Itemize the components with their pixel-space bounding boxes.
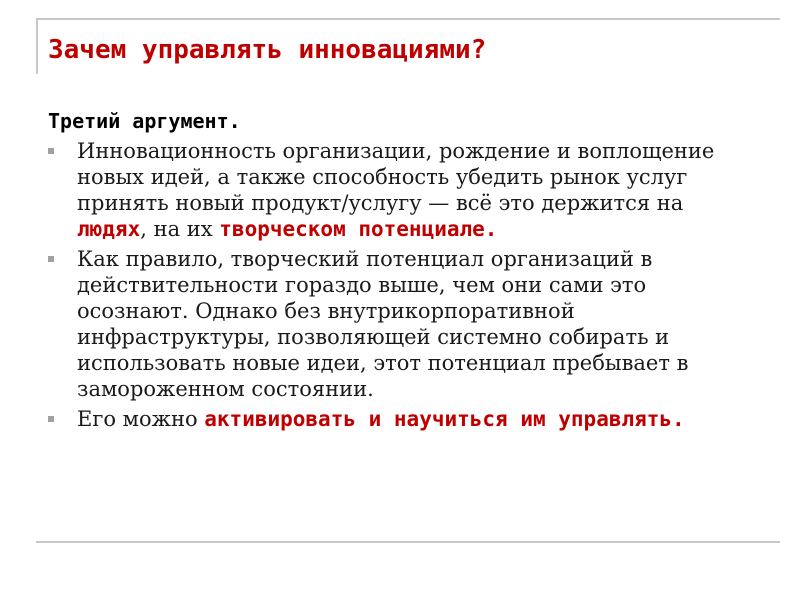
- square-bullet-icon: [48, 416, 54, 422]
- bullet-3-emphasis: активировать и научиться им управлять.: [204, 407, 685, 431]
- bottom-rule: [36, 541, 780, 543]
- top-rule: [36, 18, 780, 20]
- square-bullet-icon: [48, 256, 54, 262]
- bullet-2-text: Как правило, творческий потенциал организаций в действительности гораздо выше, чем они сами это осознают. Однако без внутрикорпоративной инфраструктуры, позволяющей системно собирать и использовать новые идеи, этот потенциал пребывает в замороженном состоянии.: [77, 247, 689, 401]
- bullet-1-text: Инновационность организации, рождение и воплощение новых идей, а также способность убедить рынок услуг принять новый продукт/услугу — всё это держится на: [77, 139, 715, 215]
- bullet-item-2: [48, 246, 748, 402]
- bullet-1-text-cont: , на их: [140, 217, 220, 241]
- slide-title: Зачем управлять инновациями?: [48, 35, 487, 65]
- left-rule: [36, 18, 38, 74]
- subheading: Третий аргумент.: [48, 109, 241, 133]
- bullet-1-emphasis-potential: творческом потенциале.: [219, 217, 498, 241]
- slide-body: [48, 108, 748, 436]
- bullet-list: [48, 138, 748, 432]
- bullet-3-text: Его можно: [77, 407, 205, 431]
- bullet-1-emphasis-people: людях: [77, 217, 141, 241]
- bullet-item-3: [48, 406, 748, 432]
- bullet-item-1: [48, 138, 748, 242]
- square-bullet-icon: [48, 148, 54, 154]
